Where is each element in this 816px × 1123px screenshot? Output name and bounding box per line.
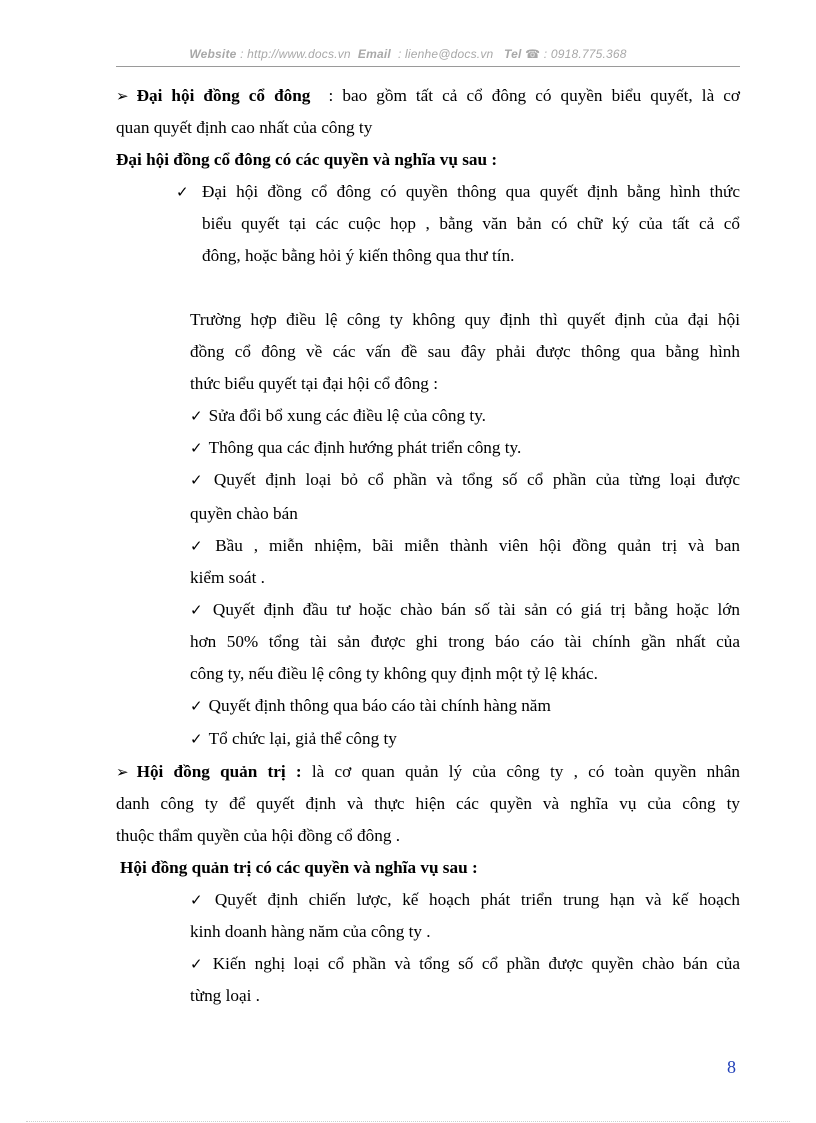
section1-intro-line2: quan quyết định cao nhất của công ty bbox=[116, 118, 373, 137]
footer-rule bbox=[26, 1121, 790, 1122]
check-icon: ✓ bbox=[190, 439, 203, 457]
check-icon: ✓ bbox=[190, 601, 207, 619]
list-item: ✓ Thông qua các định hướng phát triển công ty. bbox=[190, 438, 522, 457]
bullet1-line1: Đại hội đồng cổ đông có quyền thông qua quyết định bằng hình thức bbox=[202, 182, 740, 201]
list-item: ✓ Kiến nghị loại cổ phần và tổng số cổ phần được quyền chào bán của bbox=[190, 954, 740, 973]
arrow-bullet-icon: ➢ bbox=[116, 87, 129, 105]
section1-heading: Đại hội đồng cổ đông bbox=[136, 86, 311, 105]
list-item: ✓ Quyết định thông qua báo cáo tài chính hàng năm bbox=[190, 696, 551, 715]
email-label: Email bbox=[357, 47, 391, 61]
tel-value: : 0918.775.368 bbox=[543, 47, 627, 61]
phone-icon: ☎ bbox=[525, 47, 541, 61]
check-icon: ✓ bbox=[176, 183, 189, 201]
paragraph-line1: Trường hợp điều lệ công ty không quy định thì quyết định của đại hội bbox=[190, 310, 740, 329]
list-item: ✓ Tổ chức lại, giả thể công ty bbox=[190, 729, 397, 748]
check-icon: ✓ bbox=[190, 407, 203, 425]
page-header bbox=[0, 47, 816, 61]
check-icon: ✓ bbox=[190, 730, 203, 748]
list-item: ✓ Bầu , miễn nhiệm, bãi miễn thành viên hội đồng quản trị và ban bbox=[190, 536, 740, 555]
list-item-continued: hơn 50% tổng tài sản được ghi trong báo cáo tài chính gần nhất của bbox=[190, 632, 740, 651]
check-icon: ✓ bbox=[190, 537, 210, 555]
paragraph-line3: thức biểu quyết tại đại hội cổ đông : bbox=[190, 374, 438, 393]
bullet1-line3: đông, hoặc bằng hỏi ý kiến thông qua thư tín. bbox=[202, 246, 515, 265]
section2-subheading: Hội đồng quản trị có các quyền và nghĩa vụ sau : bbox=[120, 858, 478, 877]
website-value: : http://www.docs.vn bbox=[240, 47, 351, 61]
list-item: ✓ Quyết định đầu tư hoặc chào bán số tài sản có giá trị bằng hoặc lớn bbox=[190, 600, 740, 619]
website-label: Website bbox=[189, 47, 237, 61]
list-item-continued: công ty, nếu điều lệ công ty không quy định một tỷ lệ khác. bbox=[190, 664, 598, 683]
check-icon: ✓ bbox=[190, 955, 207, 973]
list-item: ✓ Quyết định loại bỏ cổ phần và tổng số cổ phần của từng loại được bbox=[190, 470, 740, 489]
arrow-bullet-icon: ➢ bbox=[116, 763, 129, 781]
section1-intro-line1: ➢ Đại hội đồng cổ đông : bao gồm tất cả cổ đông có quyền biểu quyết, là cơ bbox=[116, 86, 740, 105]
header-rule bbox=[116, 66, 740, 67]
section2-intro-line2: danh công ty để quyết định và thực hiện các quyền và nghĩa vụ của công ty bbox=[116, 794, 740, 813]
page-number: 8 bbox=[727, 1057, 736, 1077]
list-item-continued: quyền chào bán bbox=[190, 504, 298, 523]
check-icon: ✓ bbox=[190, 697, 203, 715]
list-item-continued: từng loại . bbox=[190, 986, 260, 1005]
check-icon: ✓ bbox=[190, 891, 209, 909]
check-icon: ✓ bbox=[190, 471, 208, 489]
section2-intro-line3: thuộc thẩm quyền của hội đồng cổ đông . bbox=[116, 826, 401, 845]
tel-label: Tel bbox=[504, 47, 522, 61]
list-item-continued: kinh doanh hàng năm của công ty . bbox=[190, 922, 431, 941]
email-value: : lienhe@docs.vn bbox=[397, 47, 494, 61]
section2-heading: Hội đồng quản trị : bbox=[136, 762, 302, 781]
section2-intro-line1: ➢ Hội đồng quản trị : là cơ quan quản lý của công ty , có toàn quyền nhân bbox=[116, 762, 741, 781]
bullet1-line2: biểu quyết tại các cuộc họp , bằng văn bản có chữ ký của tất cả cổ bbox=[202, 214, 740, 233]
section1-subheading: Đại hội đồng cổ đông có các quyền và nghĩa vụ sau : bbox=[116, 150, 498, 169]
list-item: ✓ Quyết định chiến lược, kế hoạch phát triển trung hạn và kế hoạch bbox=[190, 890, 740, 909]
paragraph-line2: đồng cổ đông về các vấn đề sau đây phải được thông qua bằng hình bbox=[190, 342, 740, 361]
list-item: ✓ Sửa đổi bổ xung các điều lệ của công ty. bbox=[190, 406, 486, 425]
list-item-continued: kiểm soát . bbox=[190, 568, 265, 587]
